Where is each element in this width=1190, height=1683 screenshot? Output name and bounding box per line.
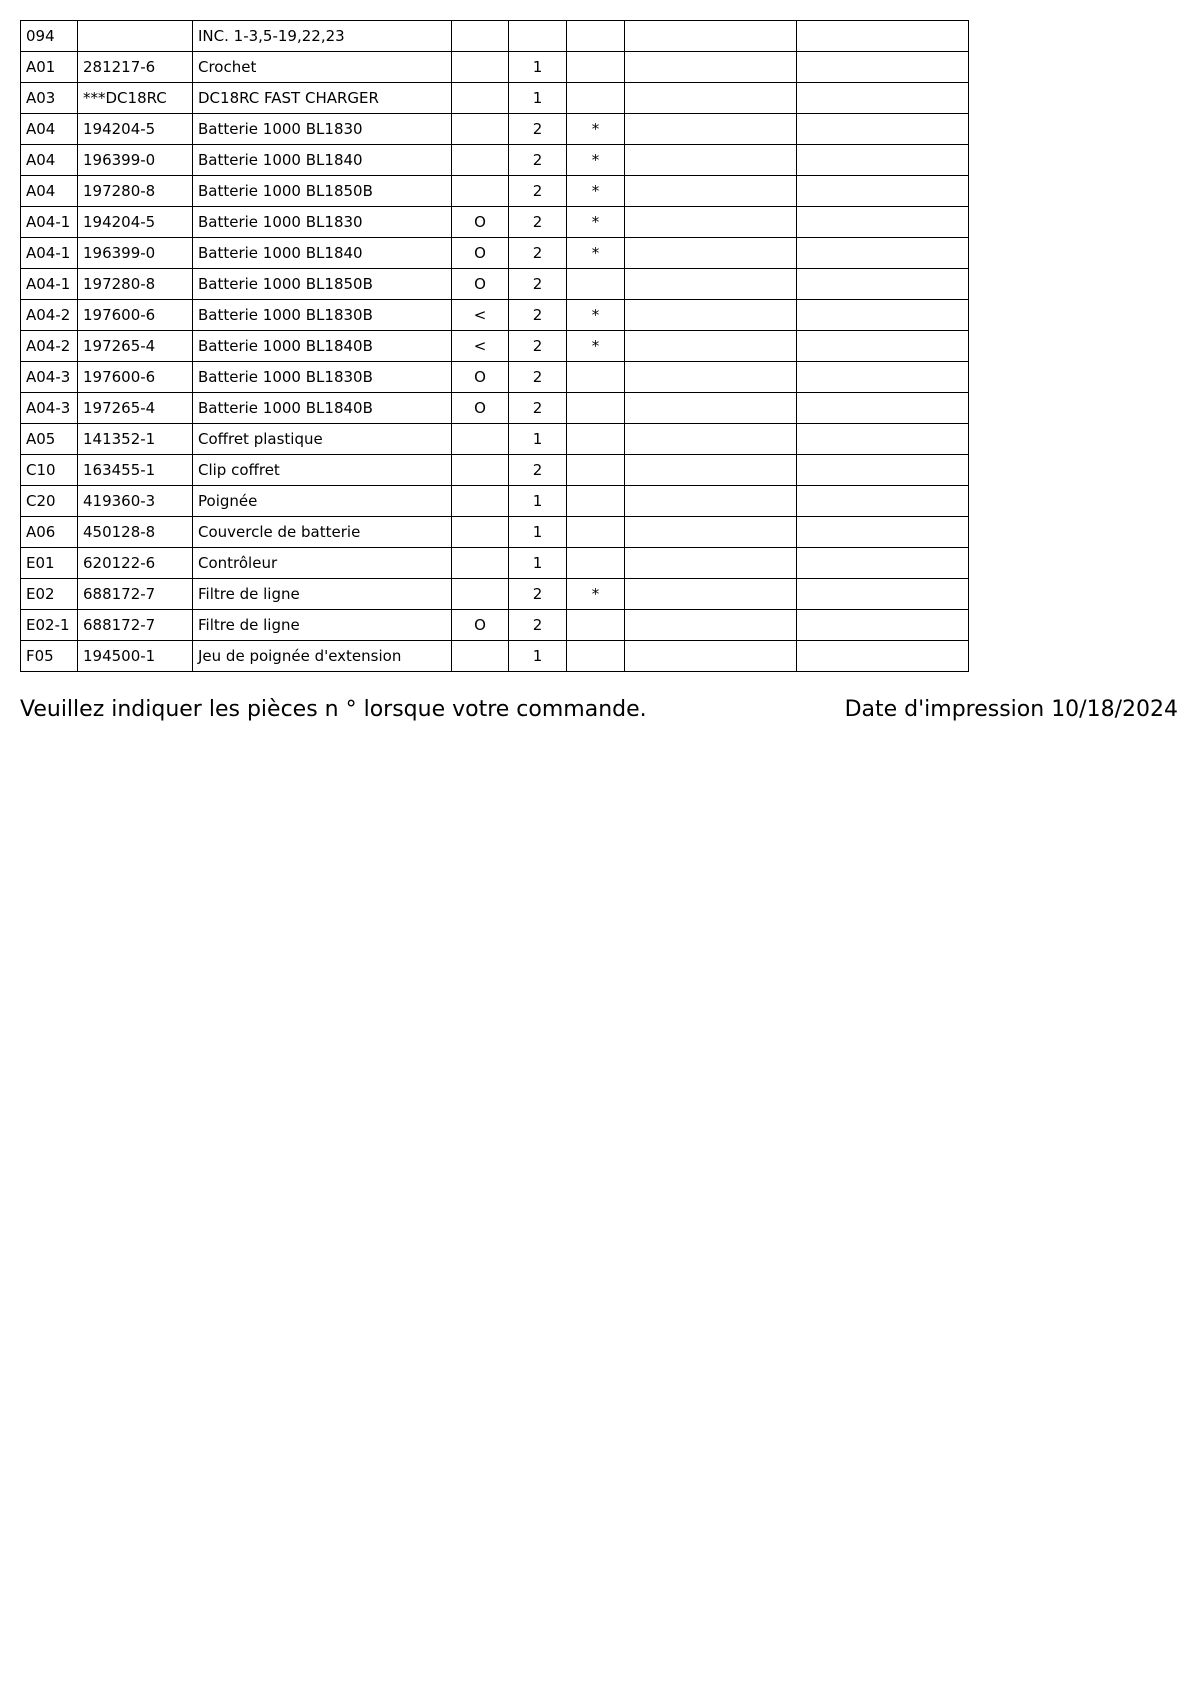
quantity-cell: 1 — [509, 517, 567, 548]
mark-cell: * — [567, 300, 625, 331]
ref-no-cell: A04-1 — [21, 238, 78, 269]
mark-cell — [567, 548, 625, 579]
description-cell: Contrôleur — [193, 548, 452, 579]
extra-cell-1 — [625, 455, 797, 486]
extra-cell-2 — [797, 331, 969, 362]
note-cell: O — [452, 393, 509, 424]
mark-cell: * — [567, 579, 625, 610]
description-cell: DC18RC FAST CHARGER — [193, 83, 452, 114]
extra-cell-1 — [625, 548, 797, 579]
table-row — [21, 21, 969, 52]
table-row — [21, 83, 969, 114]
part-number-cell: 620122-6 — [78, 548, 193, 579]
note-cell: < — [452, 331, 509, 362]
mark-cell — [567, 517, 625, 548]
mark-cell — [567, 269, 625, 300]
note-cell: < — [452, 300, 509, 331]
note-cell: O — [452, 238, 509, 269]
table-row — [21, 269, 969, 300]
ref-no-cell: A04-2 — [21, 300, 78, 331]
quantity-cell: 1 — [509, 548, 567, 579]
ref-no-cell: A01 — [21, 52, 78, 83]
description-cell: Jeu de poignée d'extension — [193, 641, 452, 672]
extra-cell-2 — [797, 393, 969, 424]
part-number-cell: 197600-6 — [78, 362, 193, 393]
ref-no-cell: A04 — [21, 176, 78, 207]
quantity-cell: 2 — [509, 145, 567, 176]
table-row — [21, 641, 969, 672]
extra-cell-1 — [625, 579, 797, 610]
note-cell — [452, 83, 509, 114]
table-row — [21, 114, 969, 145]
description-cell: Batterie 1000 BL1850B — [193, 176, 452, 207]
description-cell: Poignée — [193, 486, 452, 517]
note-cell — [452, 21, 509, 52]
extra-cell-2 — [797, 424, 969, 455]
table-row — [21, 455, 969, 486]
note-cell: O — [452, 362, 509, 393]
quantity-cell: 1 — [509, 486, 567, 517]
note-cell — [452, 548, 509, 579]
extra-cell-2 — [797, 548, 969, 579]
mark-cell — [567, 455, 625, 486]
extra-cell-2 — [797, 83, 969, 114]
mark-cell — [567, 83, 625, 114]
extra-cell-1 — [625, 269, 797, 300]
part-number-cell: 141352-1 — [78, 424, 193, 455]
mark-cell — [567, 641, 625, 672]
extra-cell-2 — [797, 238, 969, 269]
ref-no-cell: A04 — [21, 114, 78, 145]
quantity-cell: 2 — [509, 238, 567, 269]
quantity-cell: 1 — [509, 83, 567, 114]
part-number-cell: 196399-0 — [78, 145, 193, 176]
mark-cell: * — [567, 145, 625, 176]
part-number-cell: 281217-6 — [78, 52, 193, 83]
part-number-cell: 197600-6 — [78, 300, 193, 331]
extra-cell-1 — [625, 238, 797, 269]
note-cell — [452, 486, 509, 517]
part-number-cell: ***DC18RC — [78, 83, 193, 114]
table-row — [21, 579, 969, 610]
mark-cell — [567, 393, 625, 424]
quantity-cell: 2 — [509, 579, 567, 610]
quantity-cell: 2 — [509, 362, 567, 393]
quantity-cell: 2 — [509, 176, 567, 207]
table-row — [21, 176, 969, 207]
quantity-cell: 1 — [509, 52, 567, 83]
ref-no-cell: C20 — [21, 486, 78, 517]
quantity-cell: 2 — [509, 331, 567, 362]
extra-cell-1 — [625, 610, 797, 641]
quantity-cell: 2 — [509, 455, 567, 486]
extra-cell-2 — [797, 362, 969, 393]
extra-cell-2 — [797, 579, 969, 610]
description-cell: Clip coffret — [193, 455, 452, 486]
ref-no-cell: E02 — [21, 579, 78, 610]
mark-cell — [567, 52, 625, 83]
extra-cell-1 — [625, 424, 797, 455]
extra-cell-1 — [625, 300, 797, 331]
table-row — [21, 486, 969, 517]
description-cell: Batterie 1000 BL1840B — [193, 393, 452, 424]
extra-cell-1 — [625, 393, 797, 424]
quantity-cell: 2 — [509, 393, 567, 424]
ref-no-cell: A04-1 — [21, 269, 78, 300]
extra-cell-2 — [797, 300, 969, 331]
quantity-cell: 1 — [509, 641, 567, 672]
ref-no-cell: A04-3 — [21, 393, 78, 424]
extra-cell-2 — [797, 114, 969, 145]
note-cell — [452, 114, 509, 145]
description-cell: Batterie 1000 BL1830B — [193, 300, 452, 331]
quantity-cell: 2 — [509, 300, 567, 331]
description-cell: Batterie 1000 BL1850B — [193, 269, 452, 300]
table-row — [21, 238, 969, 269]
ref-no-cell: A04-1 — [21, 207, 78, 238]
extra-cell-1 — [625, 52, 797, 83]
table-row — [21, 362, 969, 393]
part-number-cell: 196399-0 — [78, 238, 193, 269]
part-number-cell: 688172-7 — [78, 579, 193, 610]
extra-cell-1 — [625, 114, 797, 145]
mark-cell — [567, 424, 625, 455]
quantity-cell: 2 — [509, 610, 567, 641]
table-row — [21, 393, 969, 424]
extra-cell-2 — [797, 610, 969, 641]
extra-cell-1 — [625, 21, 797, 52]
note-cell: O — [452, 269, 509, 300]
extra-cell-2 — [797, 455, 969, 486]
quantity-cell: 1 — [509, 424, 567, 455]
part-number-cell: 197265-4 — [78, 331, 193, 362]
description-cell: Crochet — [193, 52, 452, 83]
part-number-cell: 194500-1 — [78, 641, 193, 672]
table-row — [21, 331, 969, 362]
part-number-cell: 194204-5 — [78, 207, 193, 238]
mark-cell — [567, 610, 625, 641]
ref-no-cell: E01 — [21, 548, 78, 579]
description-cell: Filtre de ligne — [193, 610, 452, 641]
description-cell: Batterie 1000 BL1840 — [193, 145, 452, 176]
quantity-cell: 2 — [509, 114, 567, 145]
part-number-cell: 450128-8 — [78, 517, 193, 548]
table-row — [21, 548, 969, 579]
extra-cell-2 — [797, 517, 969, 548]
ref-no-cell: A04-3 — [21, 362, 78, 393]
part-number-cell: 197280-8 — [78, 176, 193, 207]
part-number-cell: 419360-3 — [78, 486, 193, 517]
description-cell: Batterie 1000 BL1830 — [193, 114, 452, 145]
part-number-cell — [78, 21, 193, 52]
extra-cell-1 — [625, 517, 797, 548]
parts-table — [20, 20, 969, 672]
table-row — [21, 207, 969, 238]
ref-no-cell: A04 — [21, 145, 78, 176]
description-cell: Batterie 1000 BL1830B — [193, 362, 452, 393]
note-cell: O — [452, 207, 509, 238]
parts-table-body — [21, 21, 969, 672]
mark-cell: * — [567, 176, 625, 207]
extra-cell-1 — [625, 362, 797, 393]
ref-no-cell: 094 — [21, 21, 78, 52]
mark-cell: * — [567, 207, 625, 238]
extra-cell-1 — [625, 641, 797, 672]
extra-cell-1 — [625, 176, 797, 207]
part-number-cell: 194204-5 — [78, 114, 193, 145]
table-row — [21, 145, 969, 176]
extra-cell-1 — [625, 145, 797, 176]
description-cell: Coffret plastique — [193, 424, 452, 455]
extra-cell-2 — [797, 21, 969, 52]
quantity-cell — [509, 21, 567, 52]
ref-no-cell: A03 — [21, 83, 78, 114]
extra-cell-2 — [797, 641, 969, 672]
extra-cell-2 — [797, 52, 969, 83]
extra-cell-1 — [625, 83, 797, 114]
extra-cell-2 — [797, 486, 969, 517]
quantity-cell: 2 — [509, 269, 567, 300]
extra-cell-1 — [625, 486, 797, 517]
print-date: Date d'impression 10/18/2024 — [844, 697, 1178, 722]
table-row — [21, 610, 969, 641]
order-note: Veuillez indiquer les pièces n ° lorsque votre commande. — [20, 697, 647, 722]
note-cell — [452, 517, 509, 548]
part-number-cell: 197265-4 — [78, 393, 193, 424]
table-row — [21, 517, 969, 548]
mark-cell: * — [567, 331, 625, 362]
note-cell — [452, 176, 509, 207]
description-cell: Couvercle de batterie — [193, 517, 452, 548]
extra-cell-1 — [625, 207, 797, 238]
note-cell — [452, 52, 509, 83]
mark-cell: * — [567, 114, 625, 145]
note-cell: O — [452, 610, 509, 641]
note-cell — [452, 641, 509, 672]
note-cell — [452, 455, 509, 486]
ref-no-cell: A04-2 — [21, 331, 78, 362]
extra-cell-2 — [797, 145, 969, 176]
note-cell — [452, 145, 509, 176]
extra-cell-2 — [797, 207, 969, 238]
part-number-cell: 688172-7 — [78, 610, 193, 641]
table-row — [21, 300, 969, 331]
table-row — [21, 52, 969, 83]
extra-cell-2 — [797, 269, 969, 300]
ref-no-cell: F05 — [21, 641, 78, 672]
extra-cell-2 — [797, 176, 969, 207]
ref-no-cell: E02-1 — [21, 610, 78, 641]
description-cell: Filtre de ligne — [193, 579, 452, 610]
description-cell: INC. 1-3,5-19,22,23 — [193, 21, 452, 52]
part-number-cell: 163455-1 — [78, 455, 193, 486]
quantity-cell: 2 — [509, 207, 567, 238]
ref-no-cell: A05 — [21, 424, 78, 455]
ref-no-cell: C10 — [21, 455, 78, 486]
extra-cell-1 — [625, 331, 797, 362]
note-cell — [452, 424, 509, 455]
note-cell — [452, 579, 509, 610]
description-cell: Batterie 1000 BL1840B — [193, 331, 452, 362]
ref-no-cell: A06 — [21, 517, 78, 548]
mark-cell — [567, 21, 625, 52]
mark-cell — [567, 486, 625, 517]
part-number-cell: 197280-8 — [78, 269, 193, 300]
description-cell: Batterie 1000 BL1840 — [193, 238, 452, 269]
mark-cell — [567, 362, 625, 393]
description-cell: Batterie 1000 BL1830 — [193, 207, 452, 238]
mark-cell: * — [567, 238, 625, 269]
table-row — [21, 424, 969, 455]
